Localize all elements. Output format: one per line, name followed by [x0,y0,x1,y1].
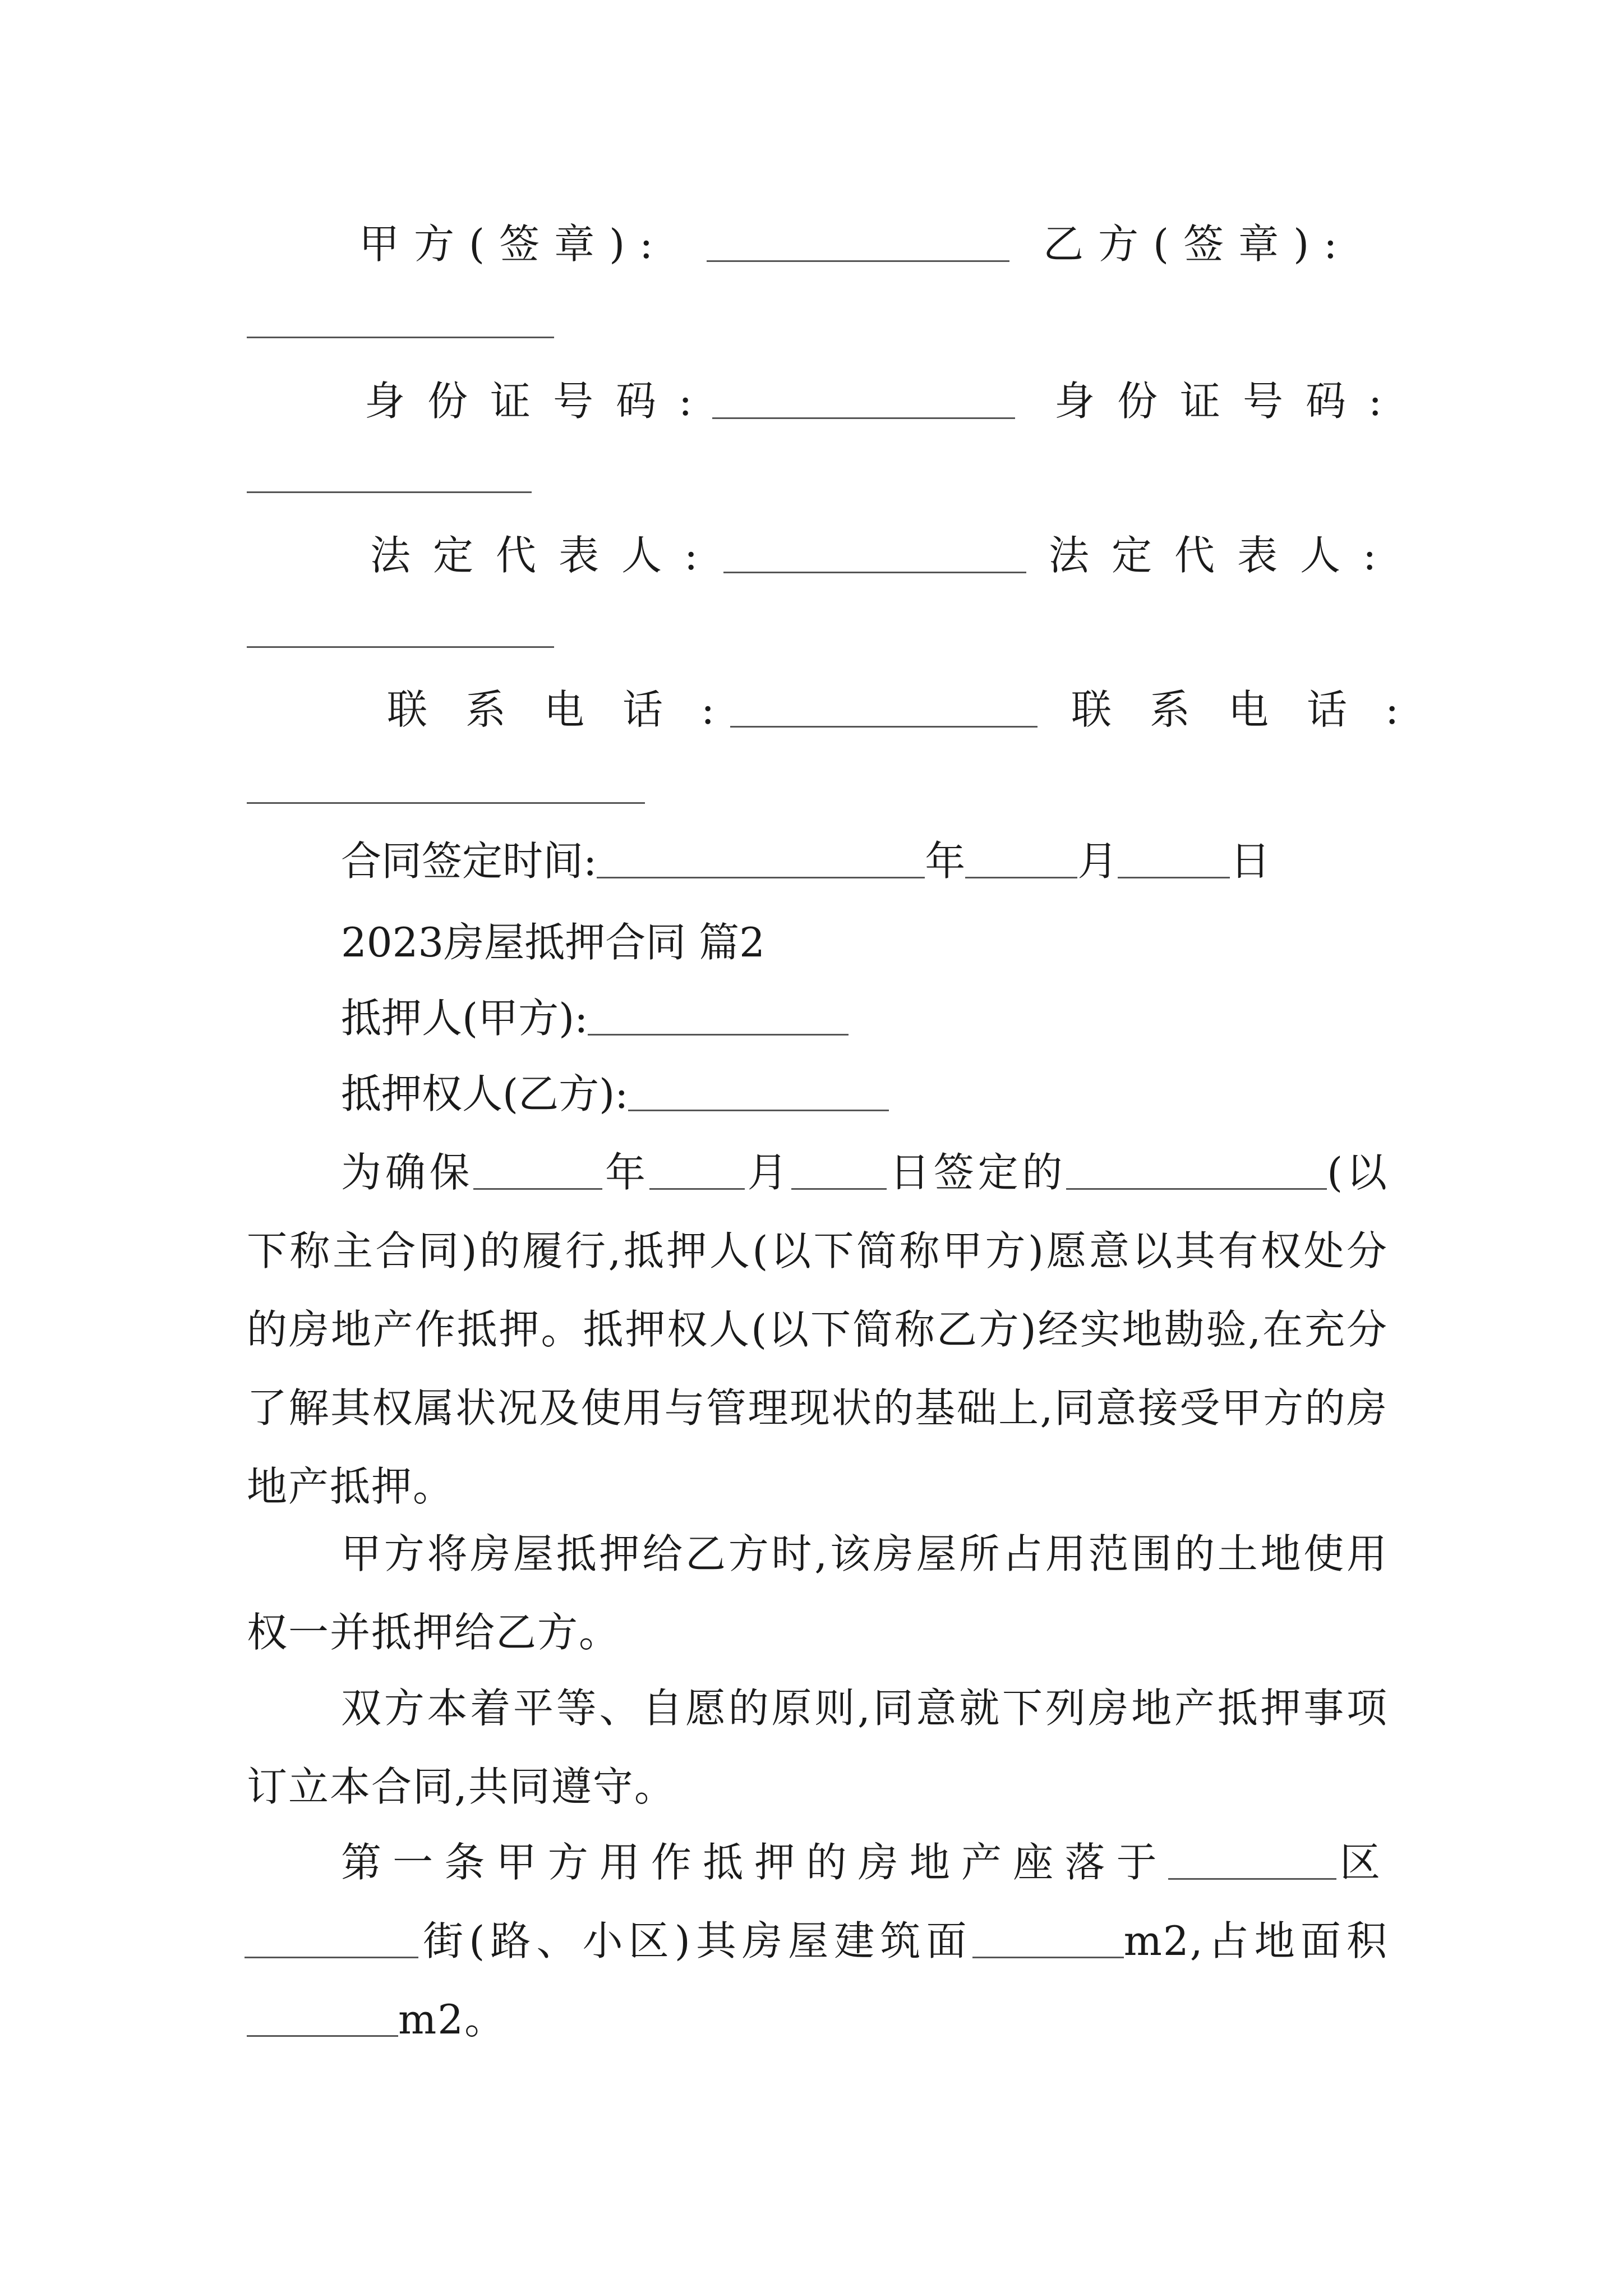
p4-street-blank [245,1917,418,1958]
party-b-sign-blank [247,337,554,338]
sign-date-label: 合同签定时间: [341,838,597,885]
p4-district: 区 [1336,1839,1388,1886]
mortgagor-line [247,987,1479,1049]
paragraph-principles: 双方本着平等、自愿的原则,同意就下列房地产抵押事项订立本合同,共同遵守。 [247,1685,1388,1810]
p4-land-blank [247,1996,398,2037]
sign-date-day: 日 [1230,838,1271,885]
p1-month: 月 [744,1149,792,1196]
mortgagee-label: 抵押权人(乙方): [341,1070,629,1117]
id-number-a-blank [712,417,1015,419]
paragraph-main-contract [247,1133,1388,1526]
mortgagor-label: 抵押人(甲方): [341,995,588,1042]
legal-rep-b-label: 法定代表人: [1049,532,1399,579]
p1-day-blank [791,1149,887,1190]
id-number-b-label: 身份证号码: [1054,378,1405,425]
p4-area-unit: m2,占地面积 [1123,1917,1388,1964]
sign-month-blank [965,838,1077,878]
signature-row-phone [247,679,1437,740]
mortgagee-line [247,1063,1479,1125]
p1-text-start: 为确保 [341,1149,474,1196]
legal-rep-a-blank [723,572,1026,573]
id-number-b-blank [247,491,532,493]
id-number-a-label: 身份证号码: [365,378,715,425]
sign-date-blank [597,838,925,878]
paragraph-article-one [247,1823,1388,2059]
mortgagor-blank [588,995,849,1036]
sign-day-blank [1118,838,1230,878]
p1-year-blank [473,1149,602,1190]
paragraph-land-use: 甲方将房屋抵押给乙方时,该房屋所占用范围的土地使用权一并抵押给乙方。 [247,1530,1388,1656]
phone-a-blank [730,726,1038,728]
party-b-sign-label: 乙方(签章): [1043,220,1352,268]
p1-month-blank [649,1149,745,1190]
signature-row-party [247,213,1385,275]
sign-date-line [247,830,1479,892]
section-title: 2023房屋抵押合同 篇2 [341,919,765,966]
legal-rep-b-blank [247,646,554,648]
phone-a-label: 联系电话: [387,686,753,733]
signature-row-id [247,370,1405,432]
p1-contract-blank [1066,1149,1327,1190]
sign-date-month: 月 [1077,838,1118,885]
p4-street: 街(路、小区)其房屋建筑面 [418,1917,972,1964]
p4-area-blank [972,1917,1124,1958]
sign-date-year: 年 [925,838,966,885]
legal-rep-a-label: 法定代表人: [370,532,721,579]
p1-year: 年 [602,1149,649,1196]
p4-text-start: 第一条甲方用作抵押的房地产座落于 [341,1839,1168,1886]
mortgagee-blank [628,1070,889,1111]
phone-b-blank [247,802,645,804]
party-a-sign-label: 甲方(签章): [359,220,668,268]
p4-land-unit: m2。 [398,1996,506,2043]
party-a-sign-blank [707,260,1009,262]
phone-b-label: 联系电话: [1071,686,1437,733]
p1-day: 日签定的 [887,1149,1067,1196]
p1-text-rest: (以下称主合同)的履行,抵押人(以下简称甲方)愿意以其有权处分的房地产作抵押。抵押权人(以下简称乙方)经实地勘验,在充分了解其权属状况及使用与管理现状的基础上,同意接受甲方的房地产抵押。 [247,1149,1388,1510]
signature-row-legal-rep [247,524,1399,586]
p4-district-blank [1168,1839,1336,1880]
